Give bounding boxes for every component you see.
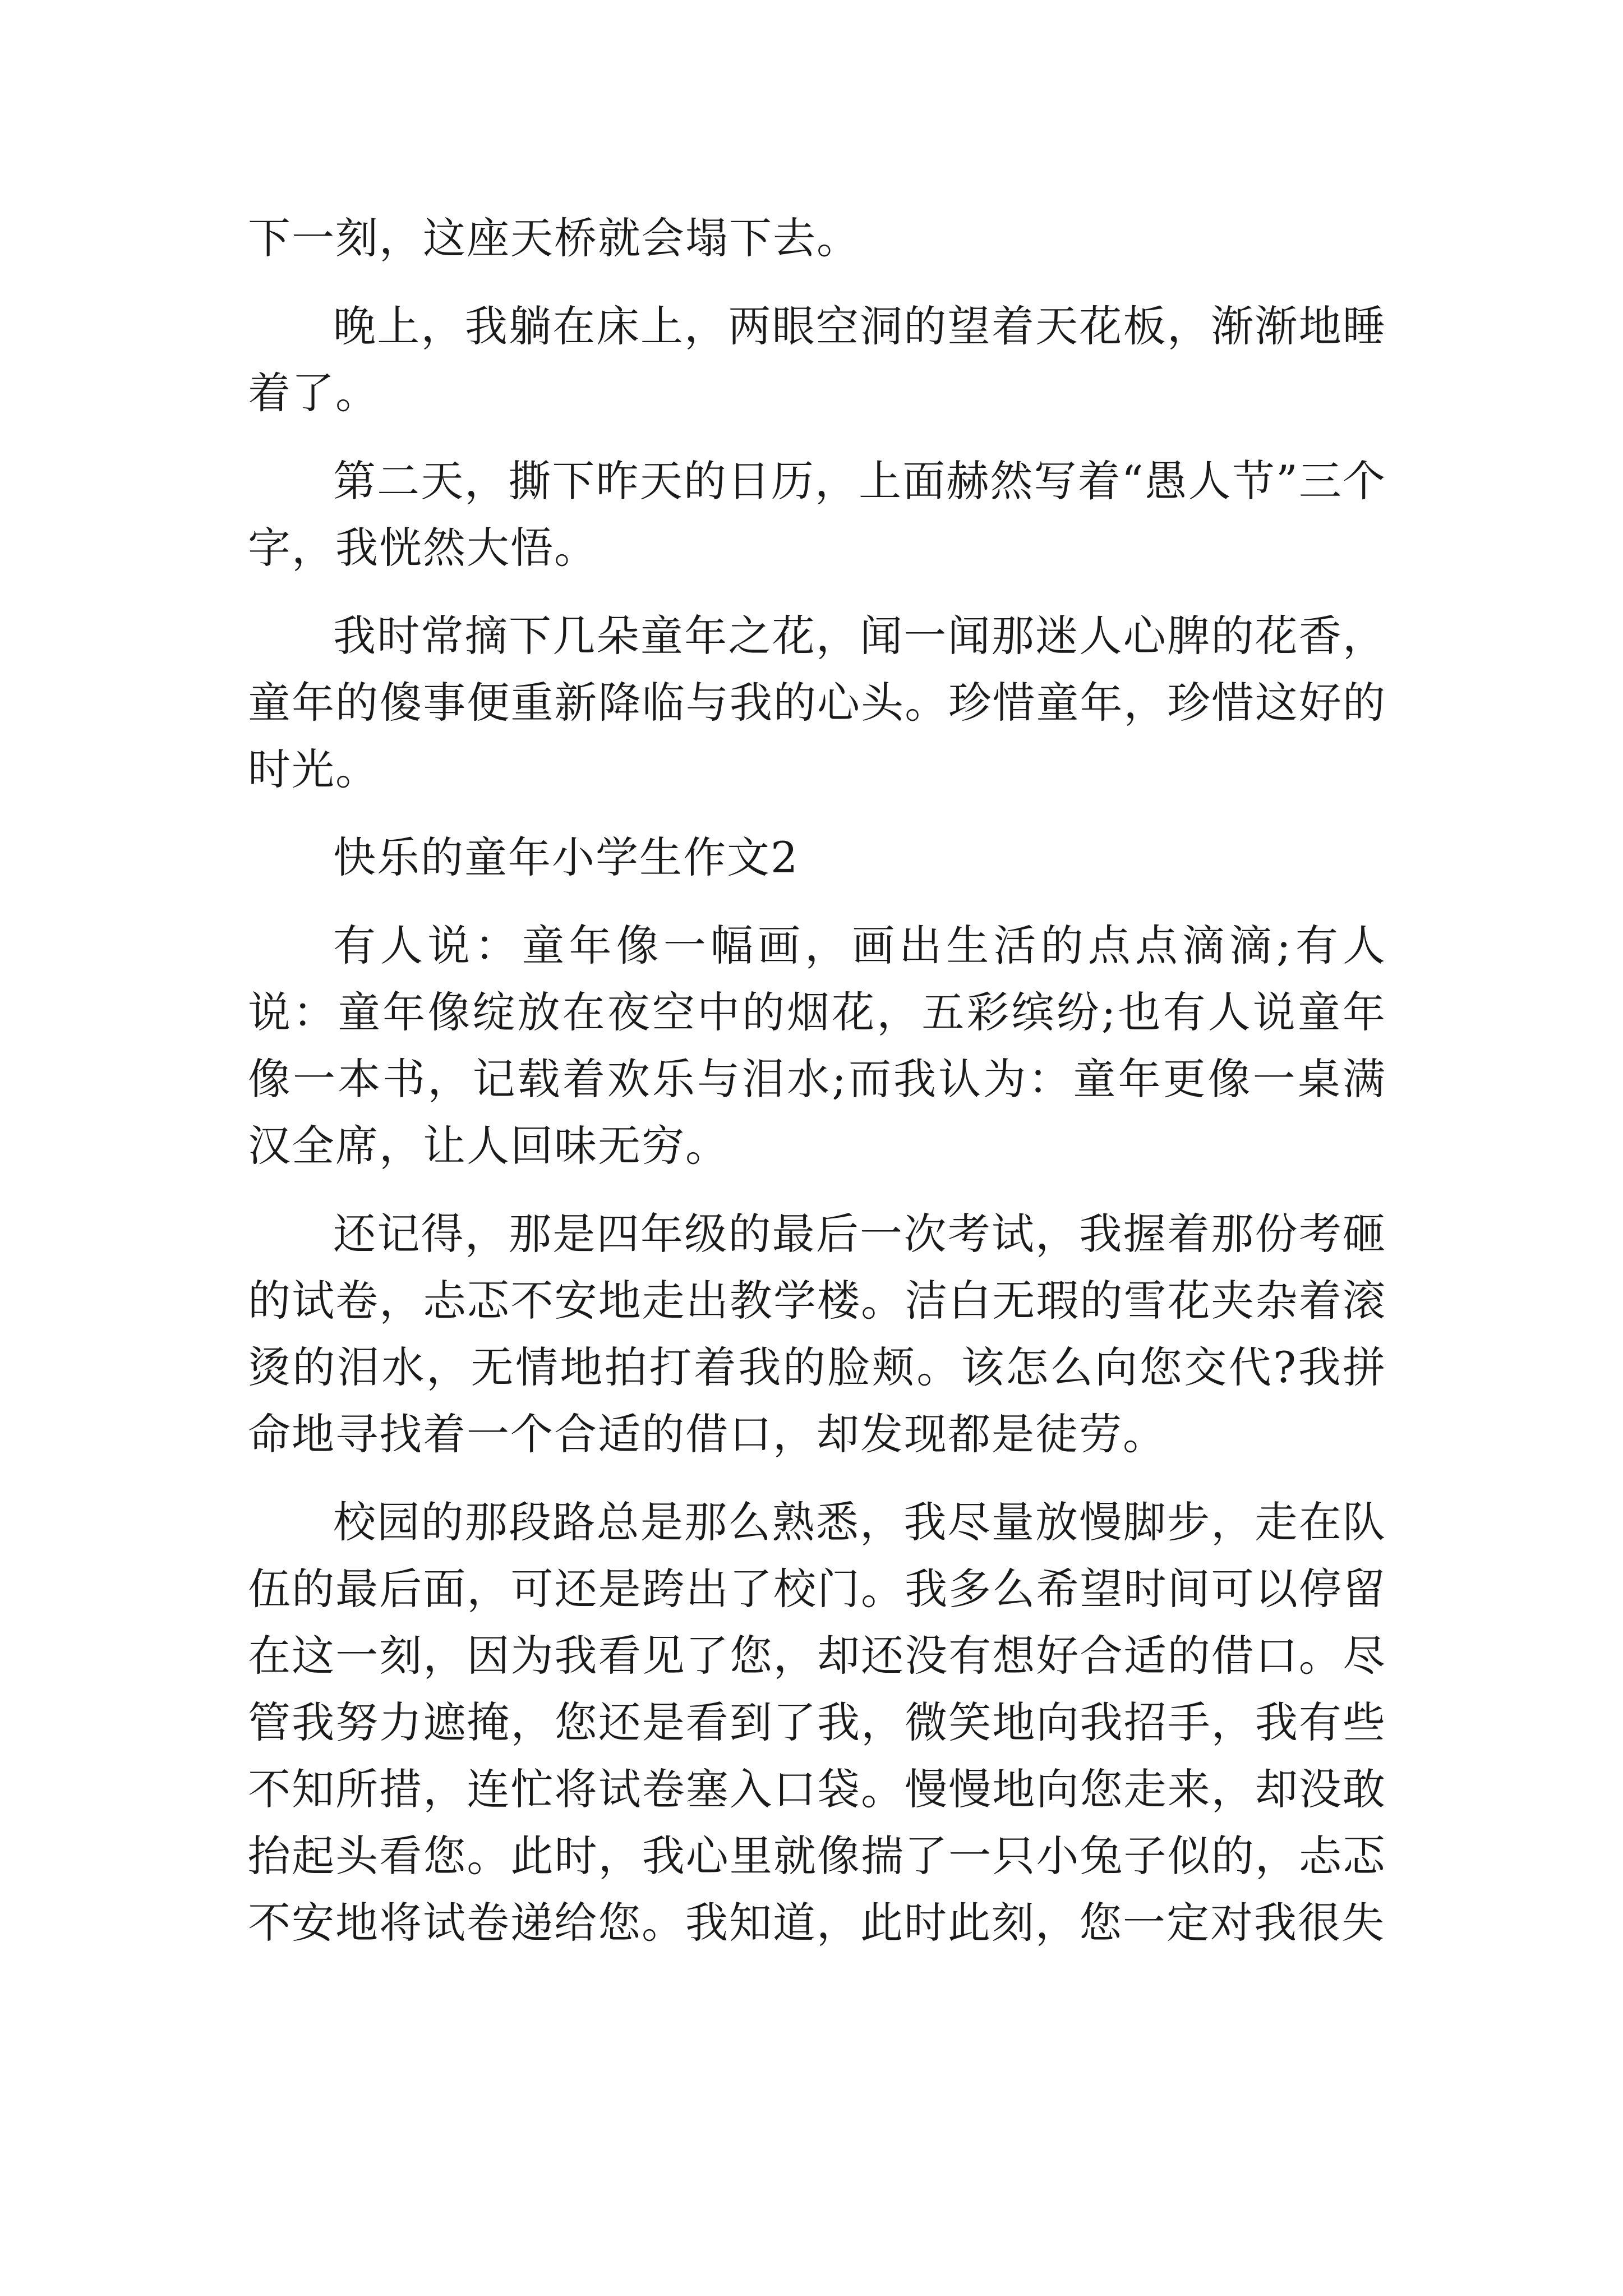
paragraph-1: 下一刻，这座天桥就会塌下去。 bbox=[248, 213, 860, 263]
paragraph-8: 校园的那段路总是那么熟悉，我尽量放慢脚步，走在队伍的最后面，可还是跨出了校门。我多么希望时间可以停留在这一刻，因为我看见了您，却还没有想好合适的借口。尽管我努力遮掩，您还是看到了我，微笑地向我招手，我有些不知所措，连忙将试卷塞入口袋。慢慢地向您走来，却没敢抬起头看您。此时，我心里就像揣了一只小兔子似的，忐忑不安地将试卷递给您。我知道，此时此刻，您一定对我很失 bbox=[248, 1497, 1386, 1948]
paragraph-3: 第二天，撕下昨天的日历，上面赫然写着“愚人节”三个字，我恍然大悟。 bbox=[248, 456, 1386, 573]
paragraph-2: 晚上，我躺在床上，两眼空洞的望着天花板，渐渐地睡着了。 bbox=[248, 301, 1386, 418]
document-body bbox=[248, 205, 1386, 1977]
essay-title: 快乐的童年小学生作文2 bbox=[333, 832, 799, 882]
paragraph-7: 还记得，那是四年级的最后一次考试，我握着那份考砸的试卷，忐忑不安地走出教学楼。洁白无瑕的雪花夹杂着滚烫的泪水，无情地拍打着我的脸颊。该怎么向您交代?我拼命地寻找着一个合适的借口，却发现都是徒劳。 bbox=[248, 1209, 1386, 1459]
paragraph-6: 有人说：童年像一幅画，画出生活的点点滴滴;有人说：童年像绽放在夜空中的烟花，五彩缤纷;也有人说童年像一本书，记载着欢乐与泪水;而我认为：童年更像一桌满汉全席，让人回味无穷。 bbox=[248, 921, 1386, 1171]
paragraph-4: 我时常摘下几朵童年之花，闻一闻那迷人心脾的花香，童年的傻事便重新降临与我的心头。珍惜童年，珍惜这好的时光。 bbox=[248, 611, 1386, 794]
